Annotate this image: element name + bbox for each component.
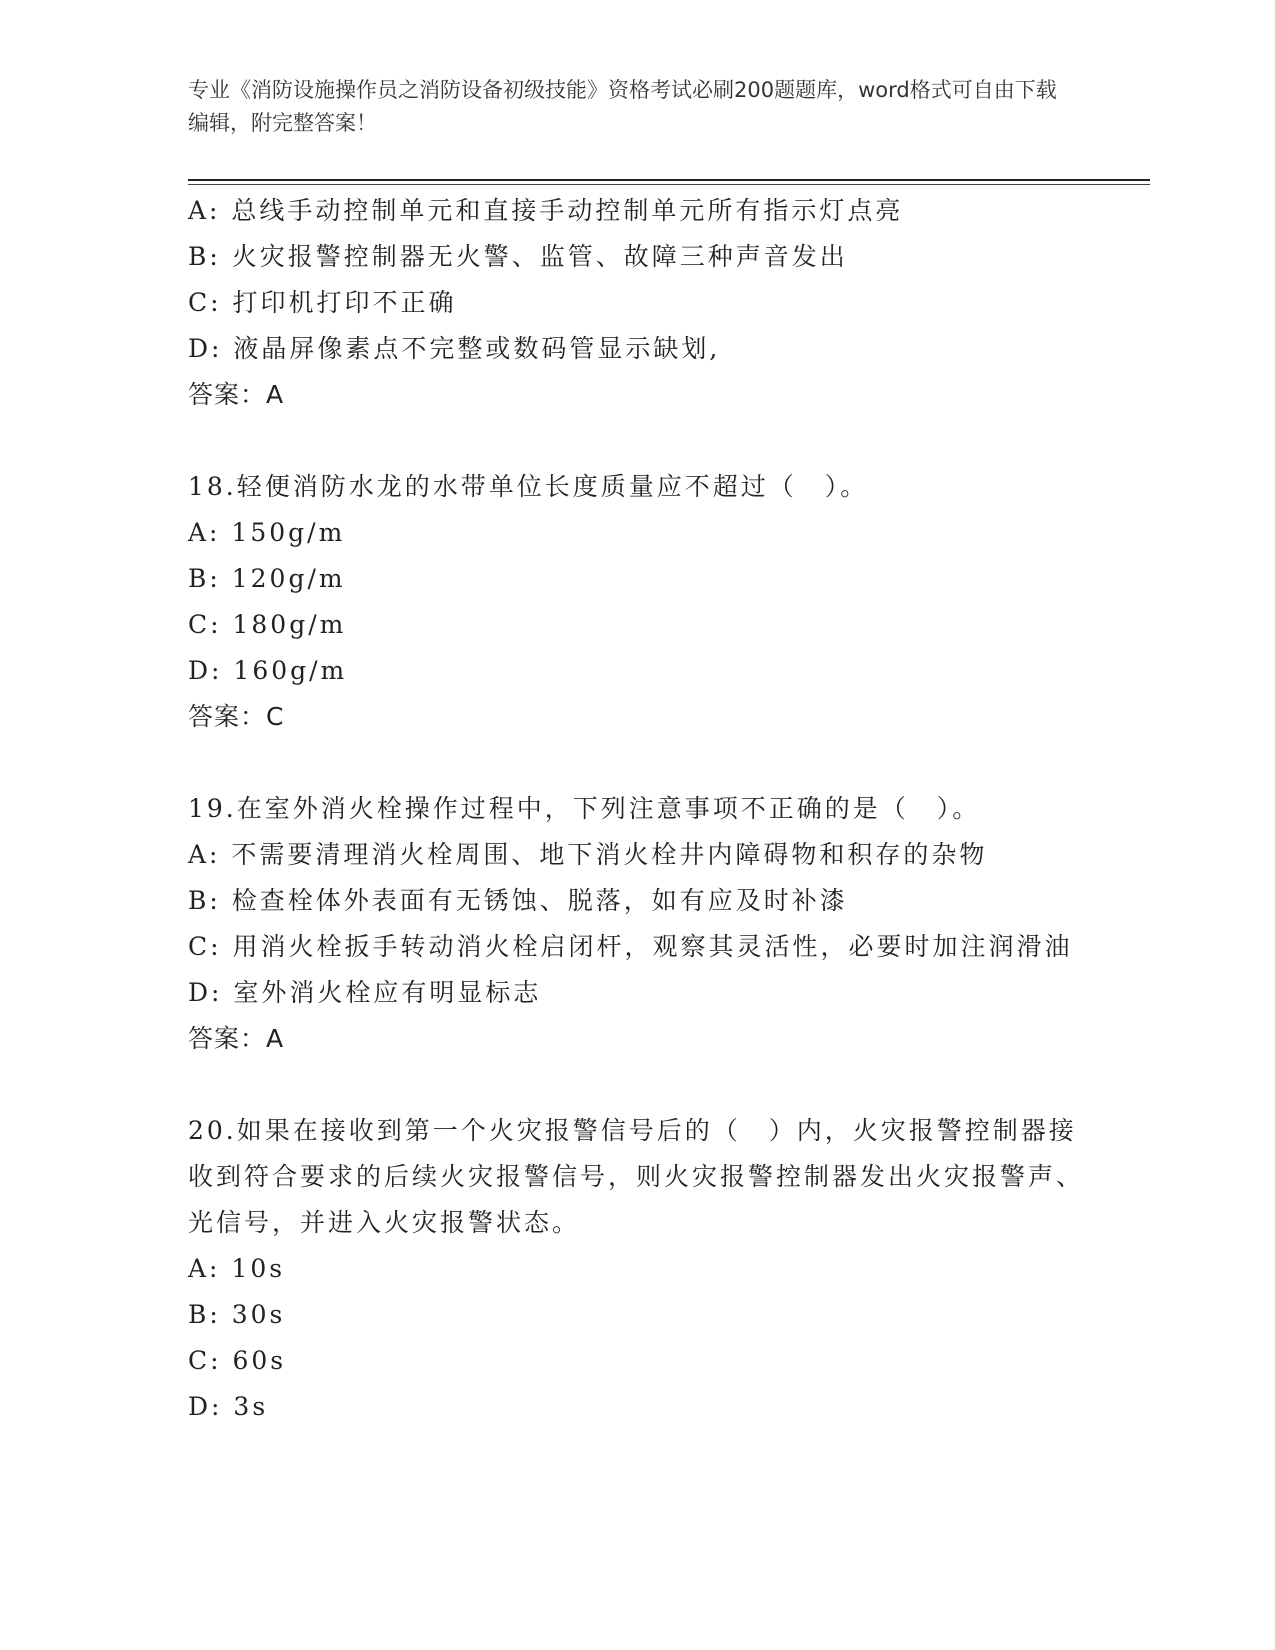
- option-a: A: 总线手动控制单元和直接手动控制单元所有指示灯点亮: [188, 196, 904, 225]
- question-stem: 18.轻便消防水龙的水带单位长度质量应不超过（ ）。: [188, 472, 869, 501]
- option-b: B: 火灾报警控制器无火警、监管、故障三种声音发出: [188, 242, 848, 271]
- option-a: A: 不需要清理消火栓周围、地下消火栓井内障碍物和积存的杂物: [188, 840, 988, 869]
- option-a: A: 10s: [188, 1254, 286, 1283]
- option-d: D: 室外消火栓应有明显标志: [188, 978, 542, 1007]
- question-19: [188, 786, 1088, 1062]
- question-stem: 20.如果在接收到第一个火灾报警信号后的（ ）内，火灾报警控制器接收到符合要求的后续火灾报警信号，则火灾报警控制器发出火灾报警声、光信号，并进入火灾报警状态。: [188, 1116, 1085, 1237]
- option-d: D: 160g/m: [188, 656, 348, 685]
- document-header: 专业《消防设施操作员之消防设备初级技能》资格考试必刷200题题库，word格式可自由下载编辑，附完整答案！: [188, 78, 1057, 135]
- answer-19: 答案：A: [188, 1024, 285, 1053]
- option-c: C: 打印机打印不正确: [188, 288, 457, 317]
- option-c: C: 用消火栓扳手转动消火栓启闭杆，观察其灵活性，必要时加注润滑油: [188, 932, 1073, 961]
- question-content: [188, 188, 1088, 1430]
- option-d: D: 液晶屏像素点不完整或数码管显示缺划,: [188, 334, 721, 363]
- header-divider-thin: [188, 184, 1150, 185]
- option-b: B: 120g/m: [188, 564, 346, 593]
- header-divider-thick: [188, 179, 1150, 181]
- option-a: A: 150g/m: [188, 518, 346, 547]
- option-c: C: 180g/m: [188, 610, 347, 639]
- option-c: C: 60s: [188, 1346, 287, 1375]
- question-18: [188, 464, 1088, 740]
- option-b: B: 检查栓体外表面有无锈蚀、脱落，如有应及时补漆: [188, 886, 848, 915]
- question-stem: 19.在室外消火栓操作过程中，下列注意事项不正确的是（ ）。: [188, 794, 981, 823]
- question-20: [188, 1108, 1088, 1430]
- option-b: B: 30s: [188, 1300, 286, 1329]
- question-17-options: [188, 188, 1088, 418]
- answer-17: 答案：A: [188, 380, 285, 409]
- option-d: D: 3s: [188, 1392, 269, 1421]
- answer-18: 答案：C: [188, 702, 285, 731]
